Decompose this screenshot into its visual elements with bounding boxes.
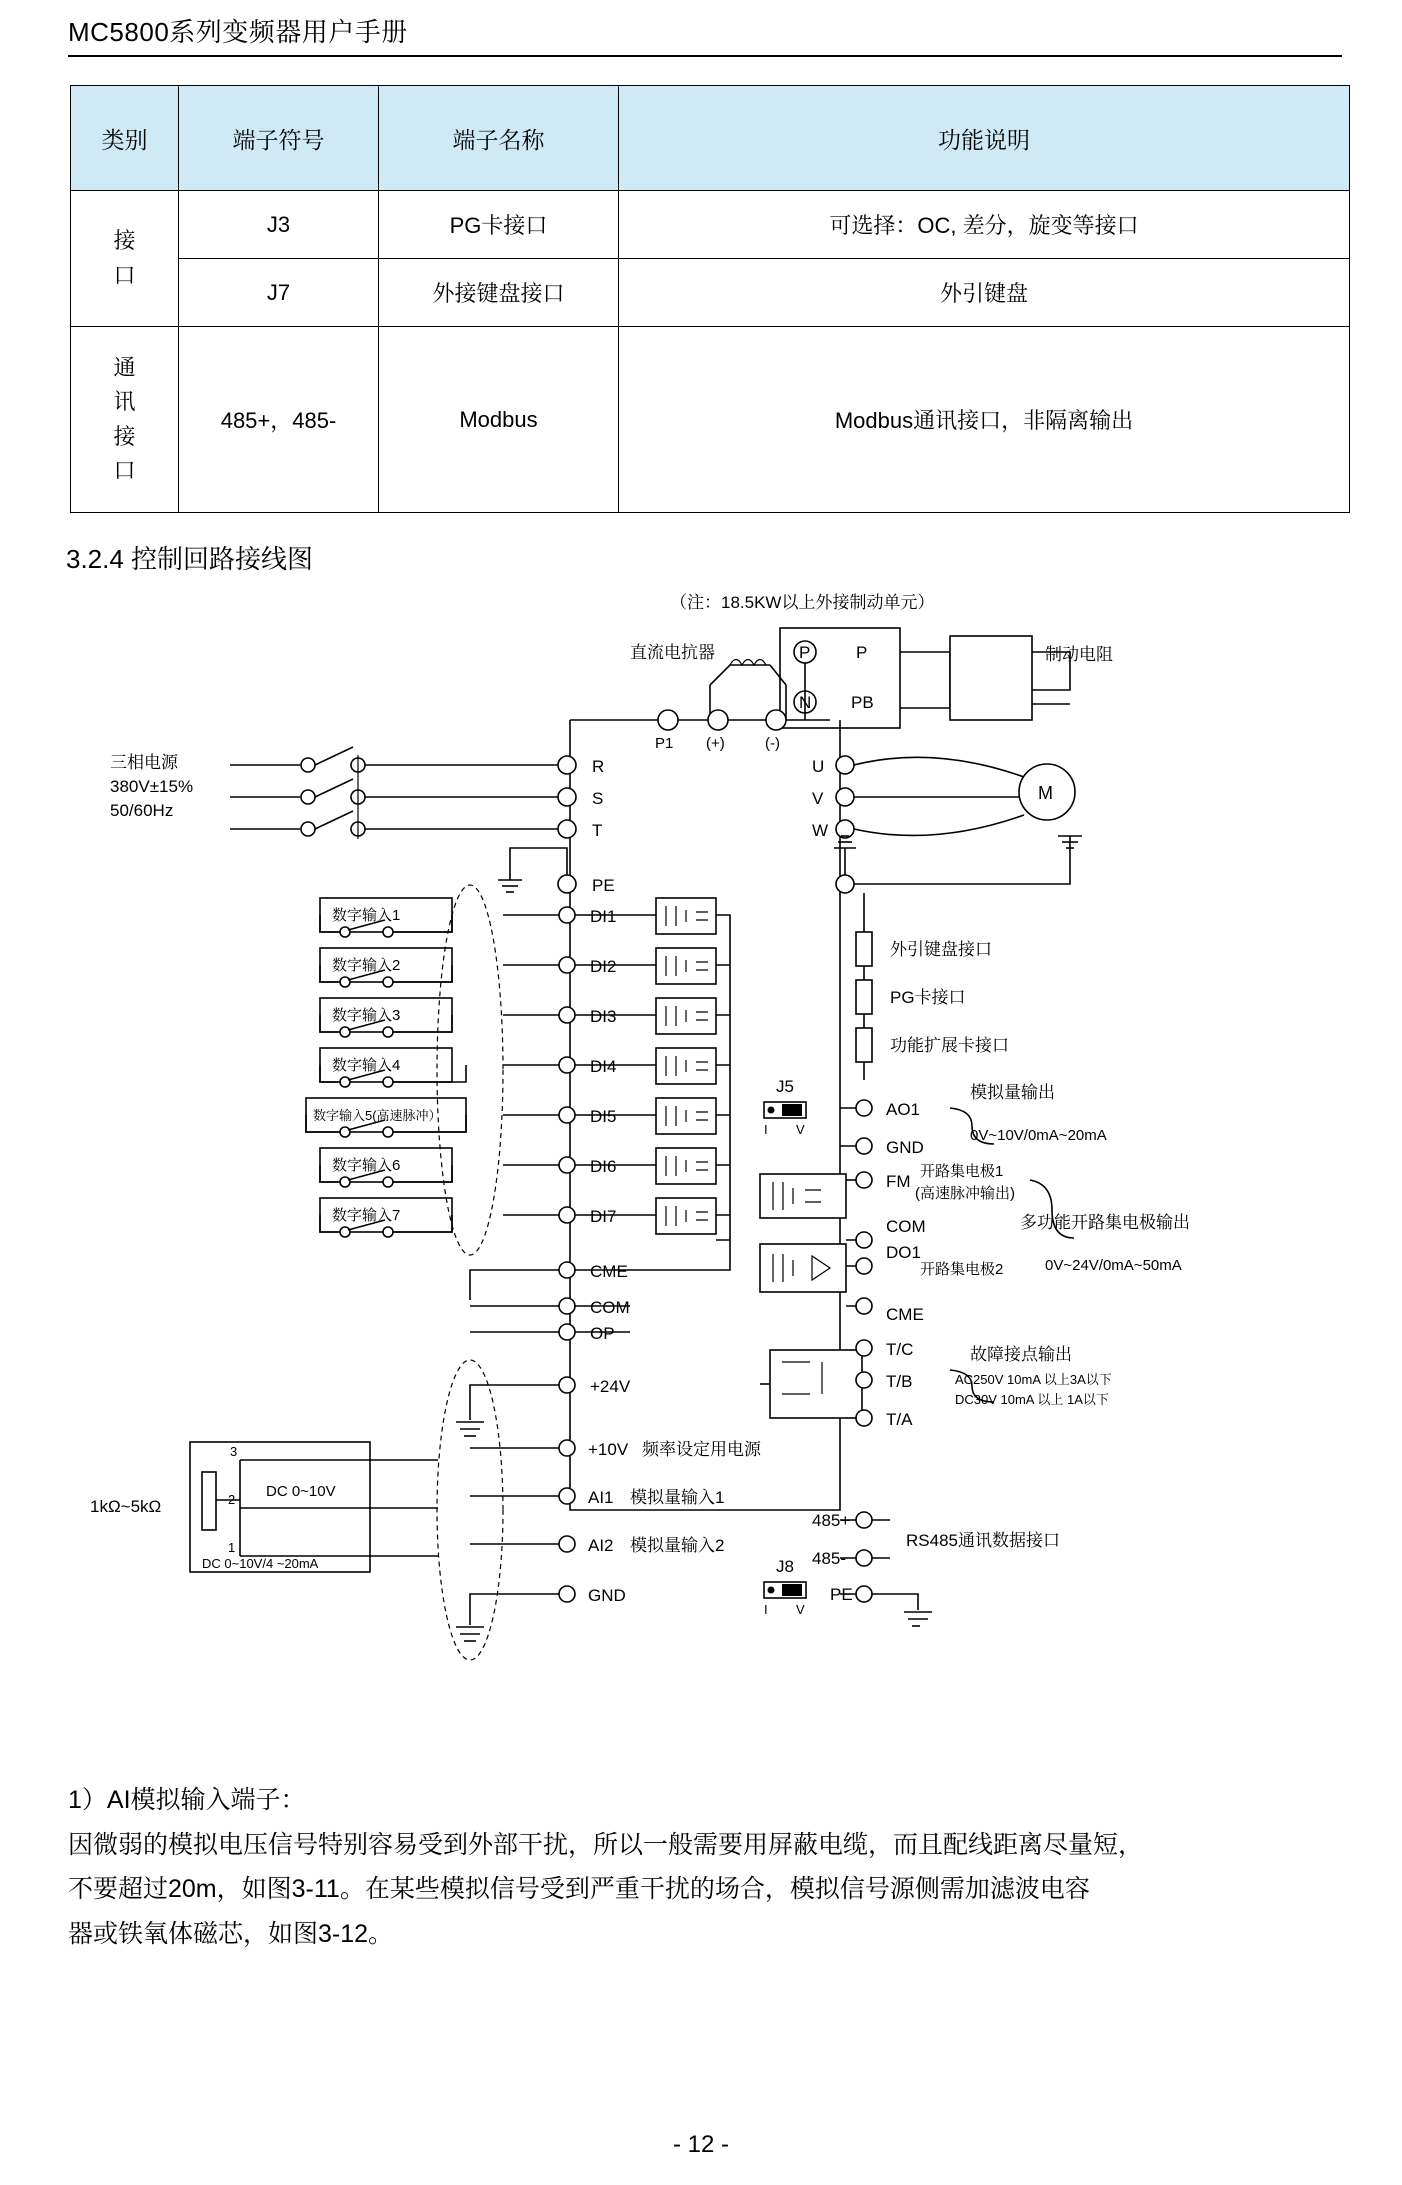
table-header-desc: 功能说明 bbox=[619, 86, 1350, 191]
port-keypad: 外引键盘接口 bbox=[890, 940, 992, 959]
input-terminal-r: R bbox=[592, 757, 605, 776]
oc-label-2: 开路集电极2 bbox=[920, 1261, 1004, 1278]
terminal-fm: FM bbox=[886, 1172, 911, 1191]
item-title: 1）AI模拟输入端子： bbox=[68, 1786, 306, 1814]
svg-text:DI7: DI7 bbox=[590, 1207, 617, 1226]
expansion-ports bbox=[856, 893, 1009, 1080]
svg-text:DI3: DI3 bbox=[590, 1007, 617, 1026]
analog-output-title: 模拟量输出 bbox=[970, 1083, 1055, 1102]
pot-pin-3: 3 bbox=[230, 1444, 238, 1459]
svg-text:I: I bbox=[764, 1122, 768, 1137]
pot-pin-2: 2 bbox=[228, 1492, 236, 1507]
terminal-cme-2: CME bbox=[886, 1305, 924, 1324]
cell-symbol-485: 485+，485- bbox=[179, 327, 379, 513]
svg-text:N: N bbox=[799, 693, 812, 712]
terminal-cme: CME bbox=[590, 1262, 628, 1281]
table-header-symbol: 端子符号 bbox=[179, 86, 379, 191]
cell-name-pg: PG卡接口 bbox=[379, 191, 619, 259]
port-expansion: 功能扩展卡接口 bbox=[890, 1036, 1009, 1055]
category-char-2: 口 bbox=[113, 262, 136, 288]
input-terminal-s: S bbox=[592, 789, 604, 808]
svg-text:DI6: DI6 bbox=[590, 1157, 617, 1176]
bus-label-minus: (-) bbox=[765, 735, 780, 752]
digital-input-label-4: 数字输入4 bbox=[332, 1057, 401, 1074]
analog-output-spec: 0V~10V/0mA~20mA bbox=[970, 1127, 1107, 1144]
table-row bbox=[71, 191, 1350, 259]
terminal-com: COM bbox=[590, 1298, 630, 1317]
port-pg: PG卡接口 bbox=[890, 988, 966, 1007]
terminal-com-do: COM bbox=[886, 1217, 926, 1236]
pot-value: 1kΩ~5kΩ bbox=[90, 1497, 162, 1516]
svg-text:DI1: DI1 bbox=[590, 907, 617, 926]
jumper-j8-label: J8 bbox=[776, 1557, 794, 1576]
motor-label: M bbox=[1038, 783, 1053, 803]
cell-desc-pg: 可选择：OC, 差分，旋变等接口 bbox=[619, 191, 1350, 259]
manual-title: MC5800系列变频器用户手册 bbox=[68, 17, 408, 47]
power-source-line1: 三相电源 bbox=[110, 753, 178, 772]
category-char-1: 接 bbox=[113, 228, 136, 254]
output-terminal-v: V bbox=[812, 789, 824, 808]
bus-label-plus: (+) bbox=[706, 735, 725, 752]
svg-text:DI2: DI2 bbox=[590, 957, 617, 976]
relay-spec1: AC250V 10mA 以上3A以下 bbox=[955, 1372, 1112, 1387]
page-footer bbox=[0, 2131, 1402, 2159]
terminal-ai1: AI1 bbox=[588, 1488, 614, 1507]
brake-terminal-p: P bbox=[856, 643, 868, 662]
relay-spec2: DC30V 10mA 以上 1A以下 bbox=[955, 1392, 1109, 1407]
terminal-24v: +24V bbox=[590, 1377, 631, 1396]
terminal-spec-table bbox=[70, 85, 1350, 513]
cell-symbol-j7: J7 bbox=[179, 259, 379, 327]
digital-input-label-7: 数字输入7 bbox=[332, 1207, 401, 1224]
table-header-name: 端子名称 bbox=[379, 86, 619, 191]
control-circuit-wiring-diagram bbox=[70, 580, 1360, 1770]
input-terminal-t: T bbox=[592, 821, 603, 840]
oc-spec: 0V~24V/0mA~50mA bbox=[1045, 1257, 1182, 1274]
terminal-ao1: AO1 bbox=[886, 1100, 921, 1119]
terminal-ai2: AI2 bbox=[588, 1536, 614, 1555]
terminal-do1: DO1 bbox=[886, 1243, 921, 1262]
oc-title: 多功能开路集电极输出 bbox=[1020, 1213, 1190, 1232]
terminal-485-minus: 485- bbox=[812, 1549, 847, 1568]
digital-input-label-6: 数字输入6 bbox=[332, 1157, 401, 1174]
brake-terminal-pb: PB bbox=[851, 693, 874, 712]
comm-char-2: 讯 bbox=[113, 389, 136, 415]
terminal-gnd-ai: GND bbox=[588, 1586, 626, 1605]
cell-name-modbus: Modbus bbox=[379, 327, 619, 513]
cell-desc-keypad: 外引键盘 bbox=[619, 259, 1350, 327]
rs485-label: RS485通讯数据接口 bbox=[906, 1531, 1060, 1550]
brake-resistor-label: 制动电阻 bbox=[1045, 645, 1113, 664]
analog-range-2: DC 0~10V/4 ~20mA bbox=[202, 1556, 319, 1571]
output-terminal-u: U bbox=[812, 757, 825, 776]
cell-category-interface bbox=[71, 191, 179, 327]
table-header-category: 类别 bbox=[71, 86, 179, 191]
digital-input-label-5: 数字输入5(高速脉冲） bbox=[313, 1108, 442, 1123]
terminal-ta: T/A bbox=[886, 1410, 913, 1429]
table-row bbox=[71, 327, 1350, 513]
pot-pin-1: 1 bbox=[228, 1540, 236, 1555]
body-paragraph-1: 因微弱的模拟电压信号特别容易受到外部干扰，所以一般需要用屏蔽电缆，而且配线距离尽量短， bbox=[68, 1830, 1144, 1859]
terminal-gnd-ao: GND bbox=[886, 1138, 924, 1157]
svg-text:V: V bbox=[796, 1122, 805, 1137]
body-paragraph-3: 器或铁氧体磁芯，如图3-12。 bbox=[68, 1919, 394, 1948]
terminal-tc: T/C bbox=[886, 1340, 914, 1359]
cell-category-comm bbox=[71, 327, 179, 513]
oc-label-1b: (高速脉冲输出) bbox=[915, 1185, 1015, 1202]
svg-text:I: I bbox=[764, 1602, 768, 1617]
analog-range-1: DC 0~10V bbox=[266, 1483, 336, 1500]
ref-power-label: 频率设定用电源 bbox=[642, 1440, 761, 1459]
power-source-line3: 50/60Hz bbox=[110, 801, 174, 820]
terminal-485-plus: 485+ bbox=[812, 1511, 851, 1530]
document-header bbox=[60, 0, 1342, 57]
digital-input-label-3: 数字输入3 bbox=[332, 1007, 401, 1024]
oc-label-1: 开路集电极1 bbox=[920, 1163, 1004, 1180]
jumper-j5-label: J5 bbox=[776, 1077, 794, 1096]
digital-input-label-2: 数字输入2 bbox=[332, 957, 401, 974]
table-row bbox=[71, 259, 1350, 327]
cell-desc-modbus: Modbus通讯接口，非隔离输出 bbox=[619, 327, 1350, 513]
section-heading: 3.2.4 控制回路接线图 bbox=[66, 544, 314, 574]
cell-name-keypad: 外接键盘接口 bbox=[379, 259, 619, 327]
cell-symbol-j3: J3 bbox=[179, 191, 379, 259]
svg-text:P: P bbox=[799, 643, 811, 662]
comm-char-4: 口 bbox=[113, 457, 136, 483]
output-terminal-w: W bbox=[812, 821, 829, 840]
body-text-block bbox=[68, 1780, 1342, 1954]
terminal-op: OP bbox=[590, 1324, 615, 1343]
di-terminals bbox=[559, 907, 616, 1226]
ai2-label: 模拟量输入2 bbox=[630, 1536, 725, 1555]
comm-char-3: 接 bbox=[113, 423, 136, 449]
power-source-line2: 380V±15% bbox=[110, 777, 194, 796]
svg-text:DI5: DI5 bbox=[590, 1107, 617, 1126]
terminal-10v: +10V bbox=[588, 1440, 629, 1459]
page-number: - 12 - bbox=[672, 2131, 729, 2158]
digital-input-label-1: 数字输入1 bbox=[332, 907, 401, 924]
comm-char-1: 通 bbox=[113, 355, 136, 381]
relay-title: 故障接点输出 bbox=[970, 1345, 1072, 1364]
diagram-top-note: （注：18.5KW以上外接制动单元） bbox=[670, 593, 935, 612]
input-pe-label: PE bbox=[592, 876, 615, 895]
header-divider bbox=[68, 55, 1342, 57]
table-header-row bbox=[71, 86, 1350, 191]
terminal-tb: T/B bbox=[886, 1372, 913, 1391]
body-paragraph-2: 不要超过20m，如图3-11。在某些模拟信号受到严重干扰的场合，模拟信号源侧需加滤波电容 bbox=[68, 1875, 1090, 1903]
dc-reactor-label: 直流电抗器 bbox=[630, 643, 715, 662]
svg-text:DI4: DI4 bbox=[590, 1057, 617, 1076]
terminal-pe-485: PE bbox=[830, 1585, 853, 1604]
ai1-label: 模拟量输入1 bbox=[630, 1488, 725, 1507]
bus-label-p1: P1 bbox=[655, 735, 674, 752]
svg-text:V: V bbox=[796, 1602, 805, 1617]
